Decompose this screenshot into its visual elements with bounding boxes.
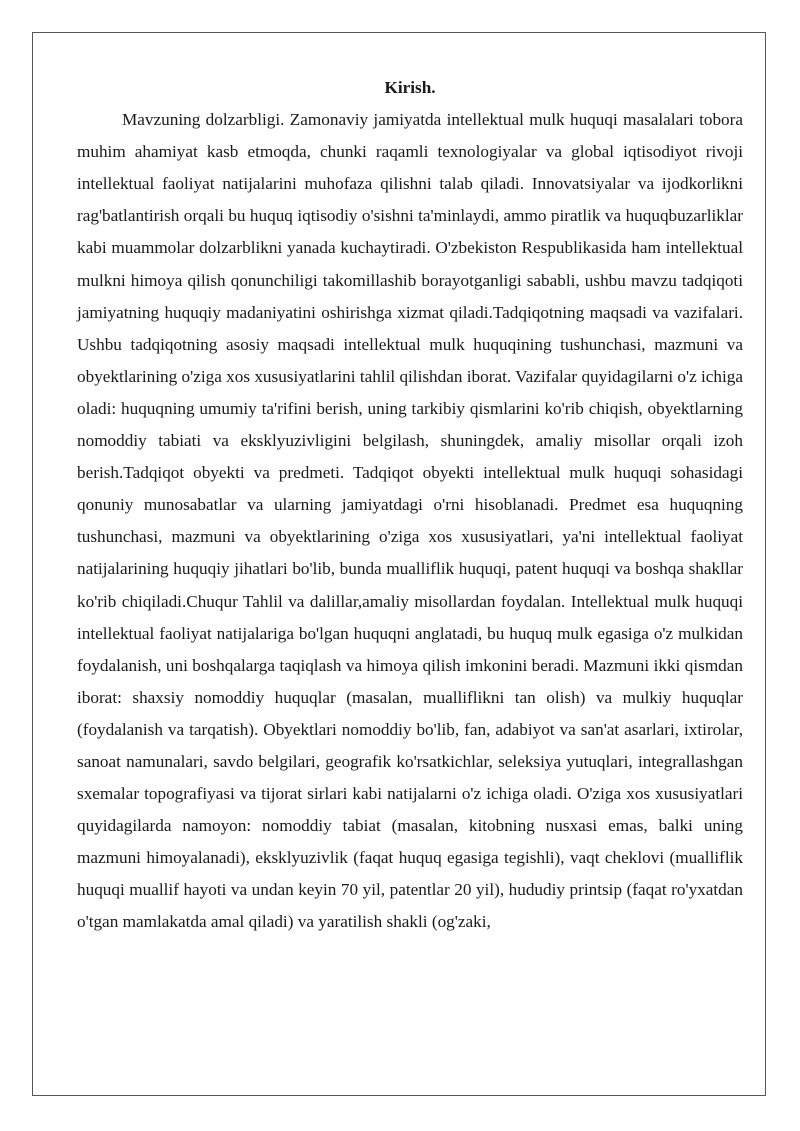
document-title: Kirish. [384,78,436,97]
document-body-paragraph: Mavzuning dolzarbligi. Zamonaviy jamiyatda intellektual mulk huquqi masalalari tobora muhim ahamiyat kasb etmoqda, chunki raqamli texnologiyalar va global iqtisodiyot rivoji intellektual faoliyat natijalarini muhofaza qilishni talab qiladi. Innovatsiyalar va ijodkorlikni rag'batlantirish orqali bu huquq iqtisodiy o'sishni ta'minlaydi, ammo piratlik va huquqbuzarliklar kabi muammolar dolzarblikni yanada kuchaytiradi. O'zbekiston Respublikasida ham intellektual mulkni himoya qilish qonunchiligi takomillashib borayotganligi sababli, ushbu mavzu tadqiqoti jamiyatning huquqiy madaniyatini oshirishga xizmat qiladi.Tadqiqotning maqsadi va vazifalari. Ushbu tadqiqotning asosiy maqsadi intellektual mulk huquqining tushunchasi, mazmuni va obyektlarining o'ziga xos xususiyatlarini tahlil qilishdan iborat. Vazifalar quyidagilarni o'z ichiga oladi: huquqning umumiy ta'rifini berish, uning tarkibiy qismlarini ko'rib chiqish, obyektlarning nomoddiy tabiati va eksklyuzivligini belgilash, shuningdek, amaliy misollar orqali izoh berish.Tadqiqot obyekti va predmeti. Tadqiqot obyekti intellektual mulk huquqi sohasidagi qonuniy munosabatlar va ularning jamiyatdagi o'rni hisoblanadi. Predmet esa huquqning tushunchasi, mazmuni va obyektlarining o'ziga xos xususiyatlari, ya'ni intellektual faoliyat natijalarining huquqiy jihatlari bo'lib, bunda mualliflik huquqi, patent huquqi va boshqa shakllar ko'rib chiqiladi.Chuqur Tahlil va dalillar,amaliy misollardan foydalan. Intellektual mulk huquqi intellektual faoliyat natijalariga bo'lgan huquqni anglatadi, bu huquq mulk egasiga o'z mulkidan foydalanish, uni boshqalarga taqiqlash va himoya qilish imkonini beradi. Mazmuni ikki qismdan iborat: shaxsiy nomoddiy huquqlar (masalan, mualliflikni tan olish) va mulkiy huquqlar (foydalanish va tarqatish). Obyektlari nomoddiy bo'lib, fan, adabiyot va san'at asarlari, ixtirolar, sanoat namunalari, savdo belgilari, geografik ko'rsatkichlar, seleksiya yutuqlari, integrallashgan sxemalar topografiyasi va tijorat sirlari kabi natijalarni o'z ichiga oladi. O'ziga xos xususiyatlari quyidagilarda namoyon: nomoddiy tabiat (masalan, kitobning nusxasi emas, balki uning mazmuni himoyalanadi), eksklyuzivlik (faqat huquq egasiga tegishli), vaqt cheklovi (mualliflik huquqi muallif hayoti va undan keyin 70 yil, patentlar 20 yil), hududiy printsip (faqat ro'yxatdan o'tgan mamlakatda amal qiladi) va yaratilish shakli (og'zaki, [77,110,743,932]
document-page [77,72,743,939]
